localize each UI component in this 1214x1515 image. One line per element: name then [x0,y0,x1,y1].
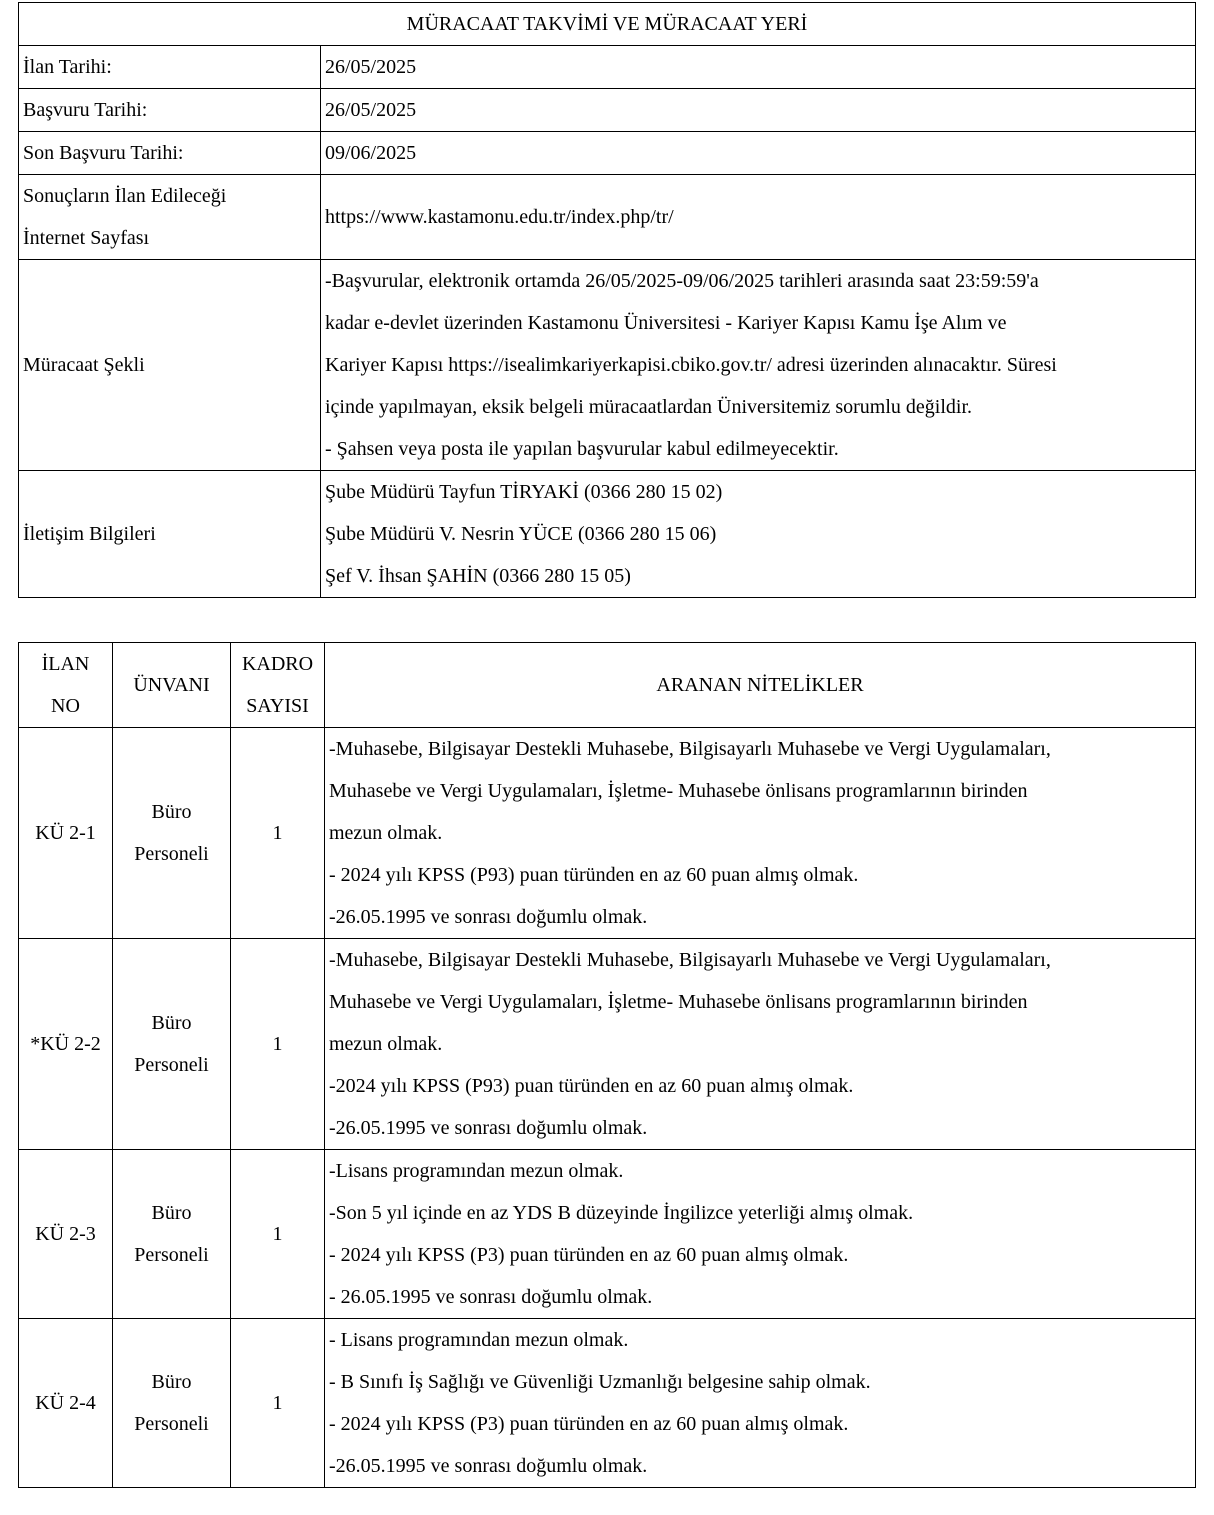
requirement-line: -26.05.1995 ve sonrası doğumlu olmak. [329,906,648,928]
contact-line: Şef V. İhsan ŞAHİN (0366 280 15 05) [325,565,631,587]
header-kadro [231,643,325,728]
requirement-line: -Muhasebe, Bilgisayar Destekli Muhasebe, Bilgisayarlı Muhasebe ve Vergi Uygulamaları, [329,738,1051,760]
requirement-line: -2024 yılı KPSS (P93) puan türünden en az 60 puan almış olmak. [329,1075,854,1097]
header-line: NO [51,695,80,717]
results-label [19,175,321,260]
table-row [19,1150,1196,1319]
requirement-line: -Lisans programından mezun olmak. [329,1160,624,1182]
positions-header-row [19,643,1196,728]
contact-line: Şube Müdürü Tayfun TİRYAKİ (0366 280 15 02) [325,481,723,503]
kadro-sayisi: 1 [231,728,325,939]
ilan-no: KÜ 2-3 [19,1150,113,1319]
positions-table [18,642,1196,1488]
table-row [19,939,1196,1150]
ilan-no: KÜ 2-1 [19,728,113,939]
header-line: SAYISI [246,695,309,717]
header-ilan-no [19,643,113,728]
text-line: -Başvurular, elektronik ortamda 26/05/2025-09/06/2025 tarihleri arasında saat 23:59:59'a [325,270,1039,292]
requirements [325,1319,1196,1488]
unvan [113,1150,231,1319]
text-line: - Şahsen veya posta ile yapılan başvurular kabul edilmeyecektir. [325,438,839,460]
requirement-line: mezun olmak. [329,1033,443,1055]
unvan [113,728,231,939]
calendar-row [19,46,1196,89]
unvan-line: Personeli [134,843,209,865]
requirement-line: Muhasebe ve Vergi Uygulamaları, İşletme- Muhasebe önlisans programlarının birinden [329,991,1028,1013]
application-calendar-table [18,2,1196,598]
unvan [113,1319,231,1488]
requirement-line: -26.05.1995 ve sonrası doğumlu olmak. [329,1455,648,1477]
kadro-sayisi: 1 [231,939,325,1150]
contact-lines [321,471,1196,598]
row-label: Başvuru Tarihi: [19,89,321,132]
requirement-line: - 2024 yılı KPSS (P3) puan türünden en az 60 puan almış olmak. [329,1244,849,1266]
unvan-line: Büro [151,1202,192,1224]
unvan-line: Personeli [134,1244,209,1266]
header-nitelikler: ARANAN NİTELİKLER [325,643,1196,728]
requirement-line: - B Sınıfı İş Sağlığı ve Güvenliği Uzmanlığı belgesine sahip olmak. [329,1371,871,1393]
table-row [19,1319,1196,1488]
requirement-line: - 2024 yılı KPSS (P3) puan türünden en az 60 puan almış olmak. [329,1413,849,1435]
text-line: Kariyer Kapısı https://isealimkariyerkapisi.cbiko.gov.tr/ adresi üzerinden alınacaktır. Süresi [325,354,1057,376]
row-value: 26/05/2025 [321,46,1196,89]
calendar-row [19,132,1196,175]
text-line: içinde yapılmayan, eksik belgeli müracaatlardan Üniversitemiz sorumlu değildir. [325,396,973,418]
requirements [325,1150,1196,1319]
unvan-line: Büro [151,1012,192,1034]
requirement-line: - 2024 yılı KPSS (P93) puan türünden en az 60 puan almış olmak. [329,864,859,886]
calendar-row [19,89,1196,132]
requirement-line: mezun olmak. [329,822,443,844]
kadro-sayisi: 1 [231,1150,325,1319]
requirement-line: Muhasebe ve Vergi Uygulamaları, İşletme- Muhasebe önlisans programlarının birinden [329,780,1028,802]
header-line: İLAN [41,653,90,675]
requirements [325,728,1196,939]
ilan-no: KÜ 2-4 [19,1319,113,1488]
contact-line: Şube Müdürü V. Nesrin YÜCE (0366 280 15 06) [325,523,717,545]
contact-label: İletişim Bilgileri [19,471,321,598]
requirement-line: -Muhasebe, Bilgisayar Destekli Muhasebe, Bilgisayarlı Muhasebe ve Vergi Uygulamaları, [329,949,1051,971]
results-url[interactable]: https://www.kastamonu.edu.tr/index.php/tr/ [321,175,1196,260]
row-label: İlan Tarihi: [19,46,321,89]
results-row [19,175,1196,260]
header-unvani: ÜNVANI [113,643,231,728]
calendar-title: MÜRACAAT TAKVİMİ VE MÜRACAAT YERİ [19,3,1196,46]
unvan-line: Personeli [134,1054,209,1076]
row-label: Son Başvuru Tarihi: [19,132,321,175]
unvan-line: Büro [151,801,192,823]
row-value: 26/05/2025 [321,89,1196,132]
label-line: Sonuçların İlan Edileceği [23,185,227,207]
header-line: KADRO [241,653,314,675]
application-label: Müracaat Şekli [19,260,321,471]
calendar-title-row [19,3,1196,46]
table-row [19,728,1196,939]
row-value: 09/06/2025 [321,132,1196,175]
ilan-no: *KÜ 2-2 [19,939,113,1150]
requirements [325,939,1196,1150]
application-row [19,260,1196,471]
requirement-line: - 26.05.1995 ve sonrası doğumlu olmak. [329,1286,653,1308]
requirement-line: -26.05.1995 ve sonrası doğumlu olmak. [329,1117,648,1139]
unvan-line: Personeli [134,1413,209,1435]
text-line: kadar e-devlet üzerinden Kastamonu Üniversitesi - Kariyer Kapısı Kamu İşe Alım ve [325,312,1007,334]
requirement-line: -Son 5 yıl içinde en az YDS B düzeyinde İngilizce yeterliği almış olmak. [329,1202,914,1224]
contact-row [19,471,1196,598]
unvan-line: Büro [151,1371,192,1393]
kadro-sayisi: 1 [231,1319,325,1488]
unvan [113,939,231,1150]
requirement-line: - Lisans programından mezun olmak. [329,1329,629,1351]
application-text [321,260,1196,471]
label-line: İnternet Sayfası [23,227,150,249]
